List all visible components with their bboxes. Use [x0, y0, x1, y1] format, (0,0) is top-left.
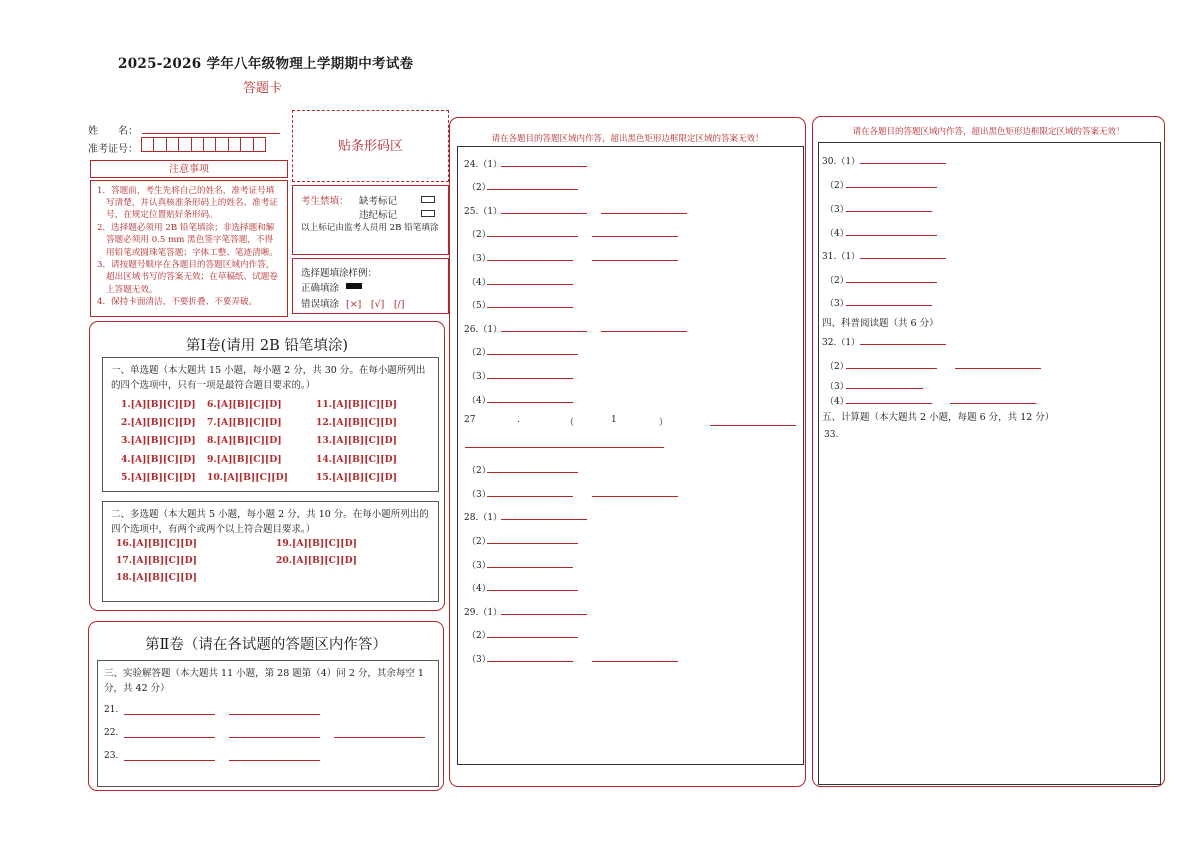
- q22-label: 22.: [104, 728, 119, 738]
- notice-title-box: [90, 160, 288, 178]
- question-label: （3）: [467, 561, 491, 571]
- id-boxes[interactable]: [141, 137, 265, 152]
- q23-answer-1[interactable]: [124, 760, 215, 761]
- question-label: （2）: [467, 537, 491, 547]
- question-label: （3）: [825, 382, 849, 392]
- question-label: （5）: [467, 301, 491, 311]
- question-label: 29.（1）: [464, 608, 503, 618]
- answer-line[interactable]: [487, 378, 573, 379]
- answer-line[interactable]: [846, 282, 937, 283]
- forbid-box: [292, 185, 449, 255]
- answer-line[interactable]: [487, 496, 573, 497]
- absent-label: 缺考标记: [359, 196, 398, 207]
- answer-line[interactable]: [846, 235, 937, 236]
- answer-line[interactable]: [487, 354, 578, 355]
- question-label: （4）: [467, 584, 491, 594]
- question-label: （4）: [825, 397, 849, 407]
- sample-box: [292, 258, 449, 314]
- choice-item[interactable]: 8.[A][B][C][D]: [207, 435, 282, 447]
- answer-line[interactable]: [950, 403, 1036, 404]
- notice-item: 1．答题前，考生先将自己的姓名，准考证号填写清楚，并认真核准条形码上的姓名、准考证号，在规定位置贴好条形码。: [97, 186, 278, 221]
- choice-item[interactable]: 5.[A][B][C][D]: [121, 471, 196, 483]
- question-label: （2）: [825, 276, 849, 286]
- filled-mark-icon: [346, 283, 362, 289]
- question-label: （4）: [825, 229, 849, 239]
- question-label: （2）: [825, 362, 849, 372]
- choice-item[interactable]: 18.[A][B][C][D]: [116, 572, 197, 583]
- question-label: （3）: [467, 655, 491, 665]
- answer-line[interactable]: [487, 543, 578, 544]
- answer-line[interactable]: [601, 213, 687, 214]
- column-2-warning: 请在各题目的答题区域内作答，超出黑色矩形边框限定区域的答案无效！: [491, 134, 764, 144]
- notice-item: 2．选择题必须用 2B 铅笔填涂；非选择题和解答题必须用 0.5 mm 黑色签字笔答题，不得用铅笔或圆珠笔答题；字体工整、笔迹清晰。: [97, 223, 278, 258]
- answer-line[interactable]: [501, 614, 587, 615]
- question-label: （3）: [467, 490, 491, 500]
- section-5-title: 五、计算题（本大题共 2 小题，每题 6 分，共 12 分）: [822, 412, 1055, 423]
- question-label: （3）: [825, 299, 849, 309]
- answer-line[interactable]: [846, 187, 937, 188]
- multi-choice-desc: 二、多选题（本大题共 5 小题，每小题 2 分，共 10 分。在每小题所列出的四个选项中，有两个或两个以上符合题目要求。）: [111, 509, 429, 535]
- choice-item[interactable]: 12.[A][B][C][D]: [316, 417, 397, 429]
- answer-line[interactable]: [487, 402, 573, 403]
- question-label: 33.: [824, 430, 839, 440]
- answer-line[interactable]: [592, 236, 678, 237]
- part2-title: 第Ⅱ卷（请在各试题的答题区内作答）: [145, 637, 387, 653]
- answer-line[interactable]: [860, 344, 946, 345]
- answer-line[interactable]: [846, 403, 932, 404]
- question-label: 31.（1）: [822, 252, 861, 262]
- notice-item: 3．请按题号顺序在各题目的答题区域内作答，超出区域书写的答案无效；在草稿纸、试题卷上答题无效。: [97, 260, 278, 295]
- question-label: 27: [464, 415, 476, 425]
- notice-title: 注意事项: [169, 164, 209, 175]
- sample-wrong-marks: [×] [√] [/]: [346, 299, 405, 310]
- choice-item[interactable]: 20.[A][B][C][D]: [276, 555, 357, 566]
- answer-line[interactable]: [487, 590, 578, 591]
- question-label: ）: [659, 418, 669, 428]
- answer-line[interactable]: [487, 260, 573, 261]
- choice-item[interactable]: 7.[A][B][C][D]: [207, 417, 282, 429]
- page-title: 2025-2026 学年八年级物理上学期期中考试卷: [118, 56, 414, 72]
- answer-line[interactable]: [501, 331, 587, 332]
- answer-line[interactable]: [487, 236, 578, 237]
- section-4-title: 四、科普阅读题（共 6 分）: [822, 318, 939, 329]
- choice-item[interactable]: 9.[A][B][C][D]: [207, 453, 282, 465]
- q21-label: 21.: [104, 705, 119, 715]
- answer-line[interactable]: [846, 211, 932, 212]
- question-label: 30.（1）: [822, 157, 861, 167]
- choice-item[interactable]: 17.[A][B][C][D]: [116, 555, 197, 566]
- q22-answer-2[interactable]: [229, 737, 320, 738]
- answer-line[interactable]: [501, 213, 587, 214]
- question-label: （4）: [467, 396, 491, 406]
- forbid-note: 以上标记由监考人员用 2B 铅笔填涂: [301, 223, 439, 233]
- answer-column-3: [812, 116, 1165, 787]
- choice-item[interactable]: 11.[A][B][C][D]: [316, 399, 397, 410]
- violation-checkbox[interactable]: [421, 210, 435, 217]
- answer-line[interactable]: [860, 258, 946, 259]
- choice-item[interactable]: 1.[A][B][C][D]: [121, 399, 196, 410]
- violation-label: 违纪标记: [359, 210, 398, 221]
- choice-item[interactable]: 14.[A][B][C][D]: [316, 453, 397, 465]
- question-label: 1: [611, 415, 617, 425]
- answer-area-3: [818, 142, 1161, 785]
- answer-line[interactable]: [955, 368, 1041, 369]
- question-label: 24.（1）: [464, 160, 503, 170]
- choice-item[interactable]: 13.[A][B][C][D]: [316, 435, 397, 447]
- question-label: （4）: [467, 278, 491, 288]
- question-label: （2）: [467, 230, 491, 240]
- answer-column-2: [449, 117, 806, 787]
- part1-panel: [89, 321, 445, 611]
- answer-line[interactable]: [487, 567, 573, 568]
- answer-line[interactable]: [860, 163, 946, 164]
- q21-answer-1[interactable]: [124, 714, 215, 715]
- choice-item[interactable]: 10.[A][B][C][D]: [207, 471, 288, 483]
- name-field[interactable]: [142, 133, 280, 134]
- answer-line[interactable]: [487, 189, 578, 190]
- answer-line[interactable]: [487, 472, 578, 473]
- question-label: （2）: [467, 466, 491, 476]
- notice-item: 4．保持卡面清洁，不要折叠、不要弄破。: [97, 297, 258, 308]
- choice-item[interactable]: 15.[A][B][C][D]: [316, 471, 397, 483]
- question-label: （2）: [467, 183, 491, 193]
- name-label: 姓 名：: [88, 126, 138, 137]
- part2-panel: [88, 621, 444, 791]
- experiment-box: [97, 660, 439, 787]
- experiment-desc: 三、实验解答题（本大题共 11 小题，第 28 题第（4）问 2 分，其余每空 1 分，共 42 分）: [104, 668, 424, 694]
- q22-answer-1[interactable]: [124, 737, 215, 738]
- answer-line[interactable]: [487, 637, 578, 638]
- answer-line[interactable]: [501, 519, 587, 520]
- choice-item[interactable]: 4.[A][B][C][D]: [121, 453, 196, 465]
- forbid-label: 考生禁填：: [301, 196, 349, 207]
- sample-title: 选择题填涂样例：: [301, 268, 378, 279]
- question-label: 26.（1）: [464, 325, 503, 335]
- absent-checkbox[interactable]: [421, 196, 435, 203]
- multi-choice-box: [102, 501, 439, 602]
- column-3-warning: 请在各题目的答题区域内作答，超出黑色矩形边框限定区域的答案无效！: [852, 127, 1125, 137]
- answer-line[interactable]: [487, 661, 573, 662]
- answer-line[interactable]: [487, 284, 573, 285]
- question-label: 32.（1）: [822, 338, 861, 348]
- answer-line[interactable]: [601, 331, 687, 332]
- sample-wrong-label: 错误填涂: [301, 299, 340, 310]
- q23-answer-2[interactable]: [229, 760, 320, 761]
- answer-line[interactable]: [846, 368, 937, 369]
- page-subtitle: 答题卡: [243, 81, 283, 96]
- barcode-area: [292, 110, 449, 182]
- sample-correct-label: 正确填涂: [301, 283, 340, 294]
- choice-item[interactable]: 16.[A][B][C][D]: [116, 538, 197, 549]
- choice-item[interactable]: 6.[A][B][C][D]: [207, 399, 282, 410]
- answer-line[interactable]: [592, 260, 678, 261]
- question-label: （3）: [825, 205, 849, 215]
- answer-line[interactable]: [465, 447, 664, 448]
- barcode-label: 贴条形码区: [337, 139, 403, 154]
- part1-title: 第Ⅰ卷(请用 2B 铅笔填涂): [185, 338, 349, 354]
- answer-line[interactable]: [487, 307, 573, 308]
- answer-line[interactable]: [592, 661, 678, 662]
- answer-line[interactable]: [501, 166, 587, 167]
- single-choice-desc: 一、单选题（本大题共 15 小题，每小题 2 分，共 30 分。在每小题所列出的四个选项中，只有一项是最符合题目要求的。）: [111, 365, 426, 391]
- answer-line[interactable]: [846, 305, 932, 306]
- answer-line[interactable]: [846, 388, 923, 389]
- question-label: （2）: [467, 631, 491, 641]
- question-label: 28.（1）: [464, 513, 503, 523]
- id-label: 准考证号：: [88, 144, 138, 155]
- choice-item[interactable]: 2.[A][B][C][D]: [121, 417, 196, 429]
- question-label: （: [565, 418, 575, 428]
- choice-item[interactable]: 19.[A][B][C][D]: [276, 538, 357, 549]
- q21-answer-2[interactable]: [229, 714, 320, 715]
- question-label: .: [517, 415, 520, 425]
- question-label: （3）: [467, 254, 491, 264]
- answer-line[interactable]: [592, 496, 678, 497]
- choice-item[interactable]: 3.[A][B][C][D]: [121, 435, 196, 447]
- q23-label: 23.: [104, 751, 119, 761]
- single-choice-box: [102, 357, 439, 492]
- q22-answer-3[interactable]: [334, 737, 425, 738]
- question-label: 25.（1）: [464, 207, 503, 217]
- answer-area-2: [457, 146, 804, 765]
- answer-line[interactable]: [710, 425, 796, 426]
- question-label: （2）: [467, 348, 491, 358]
- question-label: （3）: [467, 372, 491, 382]
- notice-box: [90, 180, 288, 317]
- question-label: （2）: [825, 181, 849, 191]
